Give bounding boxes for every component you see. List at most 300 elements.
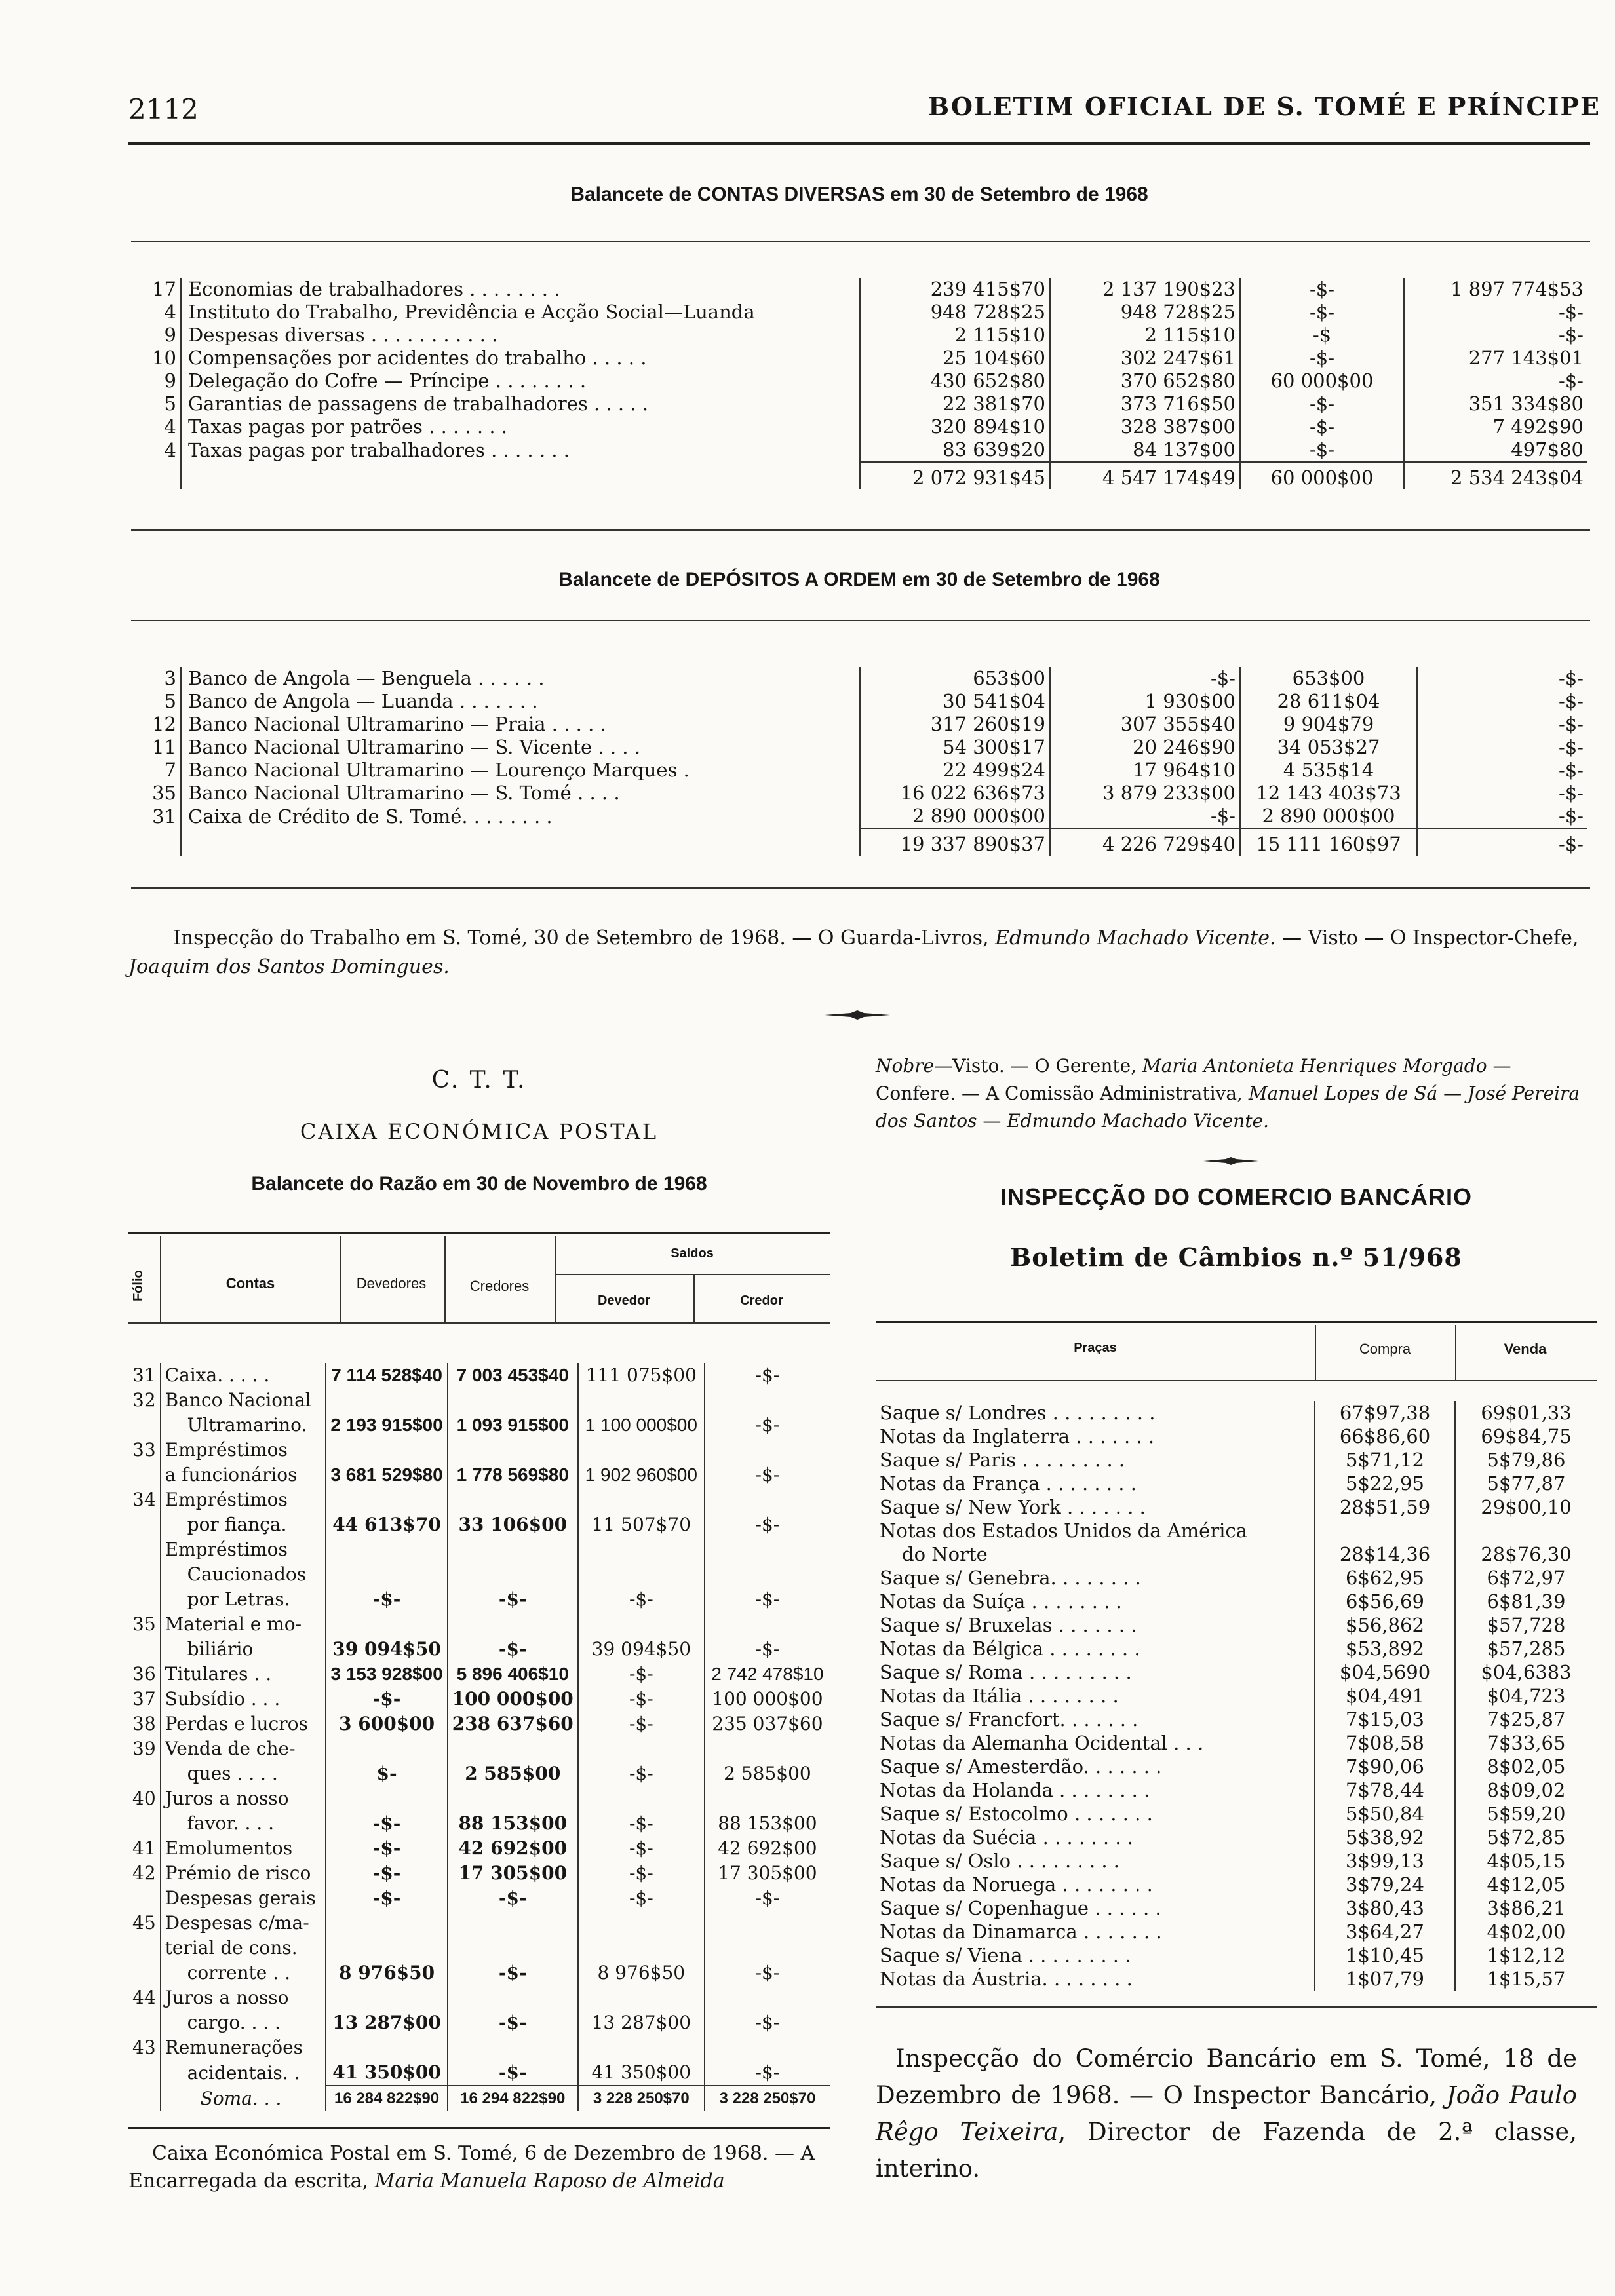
ctt-value-cell: -$- — [448, 2060, 578, 2086]
ctt-value-cell: 2 585$00 — [705, 1761, 830, 1786]
cambios-venda-cell: 8$09,02 — [1455, 1778, 1597, 1802]
cont-text4: — — [983, 1110, 1002, 1132]
account-cell: Taxas pagas por patrões . . . . . . . — [181, 415, 860, 438]
folio-cell: 5 — [164, 690, 176, 712]
ctt-value-cell: 8 976$50 — [326, 1961, 447, 1985]
ctt-value-cell — [578, 1388, 705, 1413]
ctt-folio-cell: 45 — [132, 1912, 156, 1934]
ctt-row — [128, 1911, 830, 1936]
folio-cell: 4 — [164, 438, 176, 461]
ctt-value-cell: -$- — [705, 1587, 830, 1612]
value-cell: 7 492$90 — [1404, 415, 1587, 438]
value-cell: -$- — [1417, 690, 1587, 713]
inspeccao-note-name1: Edmundo Machado Vicente. — [995, 927, 1276, 949]
depositos-top-rule — [131, 620, 1590, 621]
ctt-value-cell: -$- — [578, 1662, 705, 1687]
value-cell: 84 137$00 — [1050, 438, 1240, 462]
cambios-praca-cell: Notas da Bélgica . . . . . . . . — [880, 1637, 1140, 1660]
ctt-value-cell — [705, 1736, 830, 1761]
ctt-row — [128, 1861, 830, 1886]
ctt-value-cell: -$- — [578, 1761, 705, 1786]
ctt-row — [128, 1936, 830, 1961]
table-row — [135, 301, 1587, 324]
value-cell: 9 904$79 — [1240, 713, 1417, 736]
ctt-row — [128, 2010, 830, 2035]
ctt-value-cell: 33 106$00 — [448, 1512, 578, 1537]
ctt-folio-cell — [128, 1463, 161, 1487]
ctt-folio-cell: 43 — [132, 2037, 156, 2058]
value-cell: 948 728$25 — [1050, 301, 1240, 324]
ctt-value-cell — [448, 1487, 578, 1512]
ctt-value-cell: 111 075$00 — [578, 1363, 705, 1388]
total-cell: 60 000$00 — [1240, 462, 1404, 489]
ctt-account-cell: Perdas e lucros — [161, 1712, 326, 1736]
ctt-account-cell: Prémio de risco — [161, 1861, 326, 1886]
table-row — [135, 759, 1587, 782]
ctt-row — [128, 1761, 830, 1786]
ctt-folio-cell — [128, 1936, 161, 1961]
cambios-praca-cell: Saque s/ Copenhague . . . . . . — [880, 1897, 1161, 1919]
value-cell: -$- — [1240, 415, 1404, 438]
cambios-row — [876, 1708, 1597, 1731]
ornament-divider-2-icon — [1203, 1157, 1258, 1165]
ctt-folio-cell: 37 — [132, 1688, 156, 1710]
cambios-compra-cell: 6$56,69 — [1315, 1590, 1455, 1613]
value-cell: 370 652$80 — [1050, 370, 1240, 392]
header-rule — [128, 142, 1590, 145]
cambios-venda-cell: 4$05,15 — [1455, 1849, 1597, 1873]
cambios-praca-cell: Notas dos Estados Unidos da América — [880, 1520, 1247, 1542]
ctt-row — [128, 1463, 830, 1487]
ctt-value-cell: -$- — [705, 2060, 830, 2086]
contas-diversas-table — [135, 278, 1587, 489]
cambios-compra-cell: $56,862 — [1315, 1613, 1455, 1637]
cambios-heading: INSPECÇÃO DO COMERCIO BANCÁRIO — [1000, 1183, 1473, 1210]
cambios-praca-cell: Saque s/ Bruxelas . . . . . . . — [880, 1614, 1137, 1636]
ctt-row — [128, 1637, 830, 1662]
cont-name4: Edmundo Machado Vicente. — [1007, 1110, 1270, 1132]
value-cell: 34 053$27 — [1240, 736, 1417, 759]
totals-row — [135, 462, 1587, 489]
ctt-value-cell: -$- — [448, 1886, 578, 1911]
ctt-value-cell — [326, 1936, 447, 1961]
ctt-value-cell: 88 153$00 — [705, 1811, 830, 1836]
ctt-row — [128, 1961, 830, 1985]
cambios-title: Boletim de Câmbios n.º 51/968 — [1010, 1242, 1462, 1272]
value-cell: 653$00 — [1240, 667, 1417, 690]
ctt-value-cell — [705, 2035, 830, 2060]
ctt-table — [128, 1363, 830, 2111]
ctt-folio-cell — [128, 1961, 161, 1985]
folio-cell: 31 — [152, 805, 176, 828]
ctt-account-cell: Venda de che- — [161, 1736, 326, 1761]
folio-cell: 3 — [164, 667, 176, 689]
table-row — [135, 370, 1587, 392]
ctt-value-cell: 3 681 529$80 — [326, 1463, 447, 1487]
cambios-compra-cell: 7$08,58 — [1315, 1731, 1455, 1755]
value-cell: 317 260$19 — [860, 713, 1050, 736]
ctt-value-cell: 17 305$00 — [705, 1861, 830, 1886]
table-row — [135, 324, 1587, 347]
ctt-row — [128, 1687, 830, 1712]
cambios-row — [876, 1401, 1597, 1425]
ctt-row — [128, 1587, 830, 1612]
cambios-footer-text2: , Director de Fazenda de 2.ª classe, interino. — [876, 2118, 1577, 2183]
folio-cell: 9 — [164, 324, 176, 346]
cambios-venda-cell: 7$25,87 — [1455, 1708, 1597, 1731]
ctt-value-cell: -$- — [326, 1811, 447, 1836]
ctt-value-cell — [448, 1388, 578, 1413]
ctt-row — [128, 1388, 830, 1413]
ctt-folio-cell — [128, 1413, 161, 1438]
ctt-value-cell — [326, 1438, 447, 1463]
value-cell: 20 246$90 — [1050, 736, 1240, 759]
ctt-value-cell: 3 153 928$00 — [326, 1662, 447, 1687]
ctt-row — [128, 1512, 830, 1537]
ctt-value-cell: -$- — [448, 1637, 578, 1662]
value-cell: -$- — [1404, 324, 1587, 347]
cambios-compra-cell: 6$62,95 — [1315, 1566, 1455, 1590]
ctt-value-cell: 1 093 915$00 — [448, 1413, 578, 1438]
cambios-col-venda: Venda — [1504, 1341, 1547, 1357]
value-cell: 2 890 000$00 — [1240, 805, 1417, 828]
cambios-venda-cell: 28$76,30 — [1455, 1542, 1597, 1566]
cambios-venda-cell: 8$02,05 — [1455, 1755, 1597, 1778]
cont-name0: Nobre — [876, 1055, 935, 1077]
ctt-row — [128, 1985, 830, 2010]
account-cell: Banco Nacional Ultramarino — Lourenço Marques . — [181, 759, 860, 782]
value-cell: 17 964$10 — [1050, 759, 1240, 782]
ctt-account-cell: a funcionários — [161, 1463, 326, 1487]
folio-cell: 17 — [152, 278, 176, 300]
account-cell: Taxas pagas por trabalhadores . . . . . . . — [181, 438, 860, 462]
table-row — [135, 438, 1587, 462]
ctt-value-cell: -$- — [448, 2010, 578, 2035]
account-cell: Instituto do Trabalho, Previdência e Acção Social—Luanda — [181, 301, 860, 324]
value-cell: 30 541$04 — [860, 690, 1050, 713]
ctt-value-cell — [448, 2035, 578, 2060]
ctt-row — [128, 1886, 830, 1911]
cambios-praca-cell: do Norte — [902, 1543, 988, 1565]
ctt-value-cell: -$- — [326, 1836, 447, 1861]
cambios-praca-cell: Saque s/ Viena . . . . . . . . . — [880, 1944, 1131, 1966]
cambios-top-rule — [876, 1321, 1597, 1323]
cambios-col-pracas: Praças — [1074, 1341, 1117, 1355]
ctt-value-cell: 1 902 960$00 — [578, 1463, 705, 1487]
ctt-folio-cell: 34 — [132, 1489, 156, 1510]
ctt-folio-cell: 31 — [132, 1364, 156, 1386]
ctt-account-cell: Caixa. . . . . — [161, 1363, 326, 1388]
ctt-col-saldos: Saldos — [671, 1246, 714, 1261]
ctt-folio-cell: 40 — [132, 1788, 156, 1809]
ctt-value-cell: -$- — [578, 1587, 705, 1612]
ctt-account-cell: por Letras. — [161, 1587, 326, 1612]
cambios-venda-cell: 5$77,87 — [1455, 1472, 1597, 1495]
folio-cell: 5 — [164, 392, 176, 415]
table-row — [135, 667, 1587, 690]
cambios-row — [876, 1778, 1597, 1802]
ctt-title: Balancete do Razão em 30 de Novembro de 1968 — [251, 1173, 707, 1195]
cambios-row — [876, 1660, 1597, 1684]
value-cell: -$ — [1240, 324, 1404, 347]
ctt-account-cell: Juros a nosso — [161, 1786, 326, 1811]
ctt-value-cell: 8 976$50 — [578, 1961, 705, 1985]
cambios-footer-name: João Paulo Rêgo Teixeira — [876, 2081, 1578, 2146]
ctt-value-cell: 42 692$00 — [448, 1836, 578, 1861]
cambios-venda-cell: $57,285 — [1455, 1637, 1597, 1660]
account-cell: Caixa de Crédito de S. Tomé. . . . . . . . — [181, 805, 860, 828]
ctt-folio-cell — [128, 1512, 161, 1537]
cambios-praca-cell: Notas da Noruega . . . . . . . . — [880, 1873, 1153, 1896]
ctt-footer-text: Caixa Económica Postal em S. Tomé, 6 de Dezembro de 1968. — A Encarregada da escrita, — [128, 2142, 815, 2192]
ctt-value-cell: 2 585$00 — [448, 1761, 578, 1786]
ctt-soma-label: Soma. . . — [161, 2086, 326, 2111]
ctt-value-cell: 100 000$00 — [705, 1687, 830, 1712]
ctt-value-cell — [448, 1438, 578, 1463]
ctt-value-cell — [578, 1985, 705, 2010]
value-cell: -$- — [1050, 667, 1240, 690]
cambios-praca-cell: Saque s/ New York . . . . . . . — [880, 1496, 1146, 1518]
ctt-account-cell: cargo. . . . — [161, 2010, 326, 2035]
cambios-row — [876, 1802, 1597, 1826]
ctt-row — [128, 1487, 830, 1512]
ctt-folio-cell — [128, 1761, 161, 1786]
inspeccao-note-text2: — Visto — O Inspector-Chefe, — [1282, 927, 1579, 949]
value-cell: -$- — [1417, 736, 1587, 759]
ctt-value-cell — [326, 1388, 447, 1413]
ctt-value-cell — [578, 1537, 705, 1562]
cambios-row — [876, 1849, 1597, 1873]
value-cell: -$- — [1240, 278, 1404, 301]
ctt-value-cell — [326, 1911, 447, 1936]
cambios-compra-cell: 3$64,27 — [1315, 1920, 1455, 1943]
cambios-venda-cell: 69$01,33 — [1455, 1401, 1597, 1425]
ctt-value-cell — [326, 2035, 447, 2060]
cambios-compra-cell: 67$97,38 — [1315, 1401, 1455, 1425]
value-cell: -$- — [1240, 301, 1404, 324]
ctt-value-cell: -$- — [578, 1687, 705, 1712]
ctt-value-cell: 2 742 478$10 — [705, 1662, 830, 1687]
ctt-value-cell: 88 153$00 — [448, 1811, 578, 1836]
account-cell: Banco Nacional Ultramarino — Praia . . . . . — [181, 713, 860, 736]
ctt-account-cell: Caucionados — [161, 1562, 326, 1587]
value-cell: 60 000$00 — [1240, 370, 1404, 392]
ctt-account-cell: Despesas c/ma- — [161, 1911, 326, 1936]
cambios-row — [876, 1425, 1597, 1448]
ctt-soma-cell: 16 284 822$90 — [326, 2086, 447, 2111]
ctt-folio-cell: 32 — [132, 1389, 156, 1411]
value-cell: 320 894$10 — [860, 415, 1050, 438]
value-cell: 2 890 000$00 — [860, 805, 1050, 828]
value-cell: 1 930$00 — [1050, 690, 1240, 713]
ctt-folio-cell: 38 — [132, 1713, 156, 1734]
cambios-praca-cell: Notas da Suíça . . . . . . . . — [880, 1590, 1122, 1613]
inspeccao-note — [128, 924, 1590, 982]
ctt-value-cell — [705, 1612, 830, 1637]
ctt-value-cell — [578, 1612, 705, 1637]
ctt-value-cell: 100 000$00 — [448, 1687, 578, 1712]
cont-name3: José Pereira dos Santos — [876, 1082, 1580, 1132]
ctt-value-cell — [326, 1562, 447, 1587]
ctt-soma-cell: 3 228 250$70 — [705, 2086, 830, 2111]
folio-cell: 7 — [164, 759, 176, 781]
value-cell: -$- — [1240, 392, 1404, 415]
ctt-account-cell: Ultramarino. — [161, 1413, 326, 1438]
cambios-praca-cell: Notas da Suécia . . . . . . . . — [880, 1826, 1133, 1848]
ctt-row — [128, 1662, 830, 1687]
ctt-value-cell — [448, 1612, 578, 1637]
ctt-soma-cell: 16 294 822$90 — [448, 2086, 578, 2111]
value-cell: 22 381$70 — [860, 392, 1050, 415]
value-cell: -$- — [1417, 759, 1587, 782]
cambios-row — [876, 1448, 1597, 1472]
ctt-value-cell — [578, 1562, 705, 1587]
cambios-row — [876, 1472, 1597, 1495]
ctt-value-cell: -$- — [578, 1712, 705, 1736]
ctt-table-top-rule — [128, 1232, 830, 1234]
ctt-value-cell: -$- — [705, 1363, 830, 1388]
ctt-table-header — [128, 1236, 830, 1322]
cambios-venda-cell: $04,723 — [1455, 1684, 1597, 1708]
ctt-folio-cell — [128, 1587, 161, 1612]
ctt-row — [128, 1438, 830, 1463]
cambios-row — [876, 1613, 1597, 1637]
ctt-value-cell: -$- — [705, 1886, 830, 1911]
cont-name1: Maria Antonieta Henriques Morgado — [1142, 1055, 1487, 1077]
value-cell: -$- — [1417, 713, 1587, 736]
ctt-value-cell — [705, 1936, 830, 1961]
ctt-row — [128, 1537, 830, 1562]
cambios-venda-cell: $04,6383 — [1455, 1660, 1597, 1684]
value-cell: 430 652$80 — [860, 370, 1050, 392]
ctt-row — [128, 1562, 830, 1587]
ctt-folio-cell: 35 — [132, 1613, 156, 1635]
ctt-value-cell — [448, 1736, 578, 1761]
ctt-value-cell — [578, 1911, 705, 1936]
cambios-venda-cell: $57,728 — [1455, 1613, 1597, 1637]
ctt-col-credores: Credores — [469, 1278, 530, 1294]
ctt-row — [128, 1786, 830, 1811]
cambios-venda-cell: 4$12,05 — [1455, 1873, 1597, 1896]
ctt-value-cell — [326, 1487, 447, 1512]
ctt-account-cell: corrente . . — [161, 1961, 326, 1985]
ctt-value-cell — [326, 1786, 447, 1811]
ctt-account-cell: acidentais. . — [161, 2060, 326, 2086]
ctt-value-cell — [578, 1936, 705, 1961]
ctt-value-cell — [326, 1736, 447, 1761]
ctt-value-cell: 17 305$00 — [448, 1861, 578, 1886]
table-row — [135, 782, 1587, 805]
ctt-value-cell — [705, 1537, 830, 1562]
cambios-praca-cell: Notas da França . . . . . . . . — [880, 1472, 1137, 1495]
cambios-venda-cell: 1$15,57 — [1455, 1967, 1597, 1991]
ctt-value-cell: 1 100 000$00 — [578, 1413, 705, 1438]
cont-text2: — Confere. — A Comissão Administrativa, — [876, 1055, 1511, 1104]
ctt-folio-cell: 33 — [132, 1439, 156, 1461]
total-cell: 19 337 890$37 — [860, 828, 1050, 856]
cambios-compra-cell: 3$99,13 — [1315, 1849, 1455, 1873]
ctt-footer-name: Maria Manuela Raposo de Almeida — [374, 2170, 725, 2192]
cont-text3: — — [1443, 1082, 1462, 1104]
total-cell: 2 534 243$04 — [1404, 462, 1587, 489]
ctt-value-cell: -$- — [705, 1413, 830, 1438]
cambios-compra-cell: $04,491 — [1315, 1684, 1455, 1708]
cambios-compra-cell: 7$15,03 — [1315, 1708, 1455, 1731]
account-cell: Economias de trabalhadores . . . . . . . . — [181, 278, 860, 301]
cambios-row — [876, 1590, 1597, 1613]
cambios-row — [876, 1920, 1597, 1943]
value-cell: 3 879 233$00 — [1050, 782, 1240, 805]
ctt-value-cell: -$- — [578, 1836, 705, 1861]
account-cell: Despesas diversas . . . . . . . . . . . — [181, 324, 860, 347]
ctt-soma-cell: 3 228 250$70 — [578, 2086, 705, 2111]
cambios-venda-cell: 6$72,97 — [1455, 1566, 1597, 1590]
cambios-praca-cell: Saque s/ Londres . . . . . . . . . — [880, 1402, 1156, 1424]
cambios-compra-cell: 1$10,45 — [1315, 1943, 1455, 1967]
account-cell: Delegação do Cofre — Príncipe . . . . . . . . — [181, 370, 860, 392]
folio-cell: 4 — [164, 415, 176, 438]
value-cell: 1 897 774$53 — [1404, 278, 1587, 301]
cambios-praca-cell: Notas da Alemanha Ocidental . . . — [880, 1732, 1204, 1754]
ctt-folio-cell: 44 — [132, 1987, 156, 2008]
ctt-value-cell — [705, 1911, 830, 1936]
table-row — [135, 392, 1587, 415]
ctt-row — [128, 1736, 830, 1761]
ctt-account-cell: Despesas gerais — [161, 1886, 326, 1911]
cambios-row — [876, 1755, 1597, 1778]
ctt-footer — [128, 2140, 830, 2195]
ctt-account-cell: Banco Nacional — [161, 1388, 326, 1413]
cambios-praca-cell: Saque s/ Estocolmo . . . . . . . — [880, 1803, 1153, 1825]
ctt-folio-cell — [128, 1886, 161, 1911]
ctt-value-cell — [448, 1562, 578, 1587]
totals-spacer — [181, 462, 860, 489]
cambios-praca-cell: Notas da Holanda . . . . . . . . — [880, 1779, 1150, 1801]
table-row — [135, 805, 1587, 828]
cambios-row — [876, 1684, 1597, 1708]
cambios-header — [876, 1325, 1597, 1380]
cambios-praca-cell: Notas da Dinamarca . . . . . . . — [880, 1921, 1162, 1943]
cambios-praca-cell: Notas da Áustria. . . . . . . . — [880, 1968, 1133, 1990]
folio-cell: 12 — [152, 713, 176, 735]
value-cell: -$- — [1050, 805, 1240, 828]
ctt-row — [128, 2035, 830, 2060]
cambios-col-compra: Compra — [1359, 1341, 1411, 1357]
ornament-divider-icon — [825, 1010, 890, 1020]
value-cell: 12 143 403$73 — [1240, 782, 1417, 805]
ctt-folio-cell — [128, 2060, 161, 2086]
cambios-venda-cell: 5$59,20 — [1455, 1802, 1597, 1826]
ctt-account-cell: Empréstimos — [161, 1438, 326, 1463]
depositos-table — [135, 667, 1587, 856]
total-cell: 4 226 729$40 — [1050, 828, 1240, 856]
cont-name2: Manuel Lopes de Sá — [1248, 1082, 1438, 1104]
cambios-compra-cell: 5$71,12 — [1315, 1448, 1455, 1472]
table-row — [135, 736, 1587, 759]
ctt-value-cell — [578, 2035, 705, 2060]
table-row — [135, 415, 1587, 438]
account-cell: Banco de Angola — Luanda . . . . . . . — [181, 690, 860, 713]
value-cell: 277 143$01 — [1404, 347, 1587, 370]
inspeccao-note-name2: Joaquim dos Santos Domingues. — [128, 955, 450, 978]
table-row — [135, 690, 1587, 713]
value-cell: 239 415$70 — [860, 278, 1050, 301]
ctt-col-contas: Contas — [225, 1275, 275, 1292]
ctt-value-cell — [448, 1786, 578, 1811]
ctt-value-cell — [448, 1537, 578, 1562]
ctt-header-rule — [128, 1322, 830, 1324]
value-cell: 2 115$10 — [1050, 324, 1240, 347]
